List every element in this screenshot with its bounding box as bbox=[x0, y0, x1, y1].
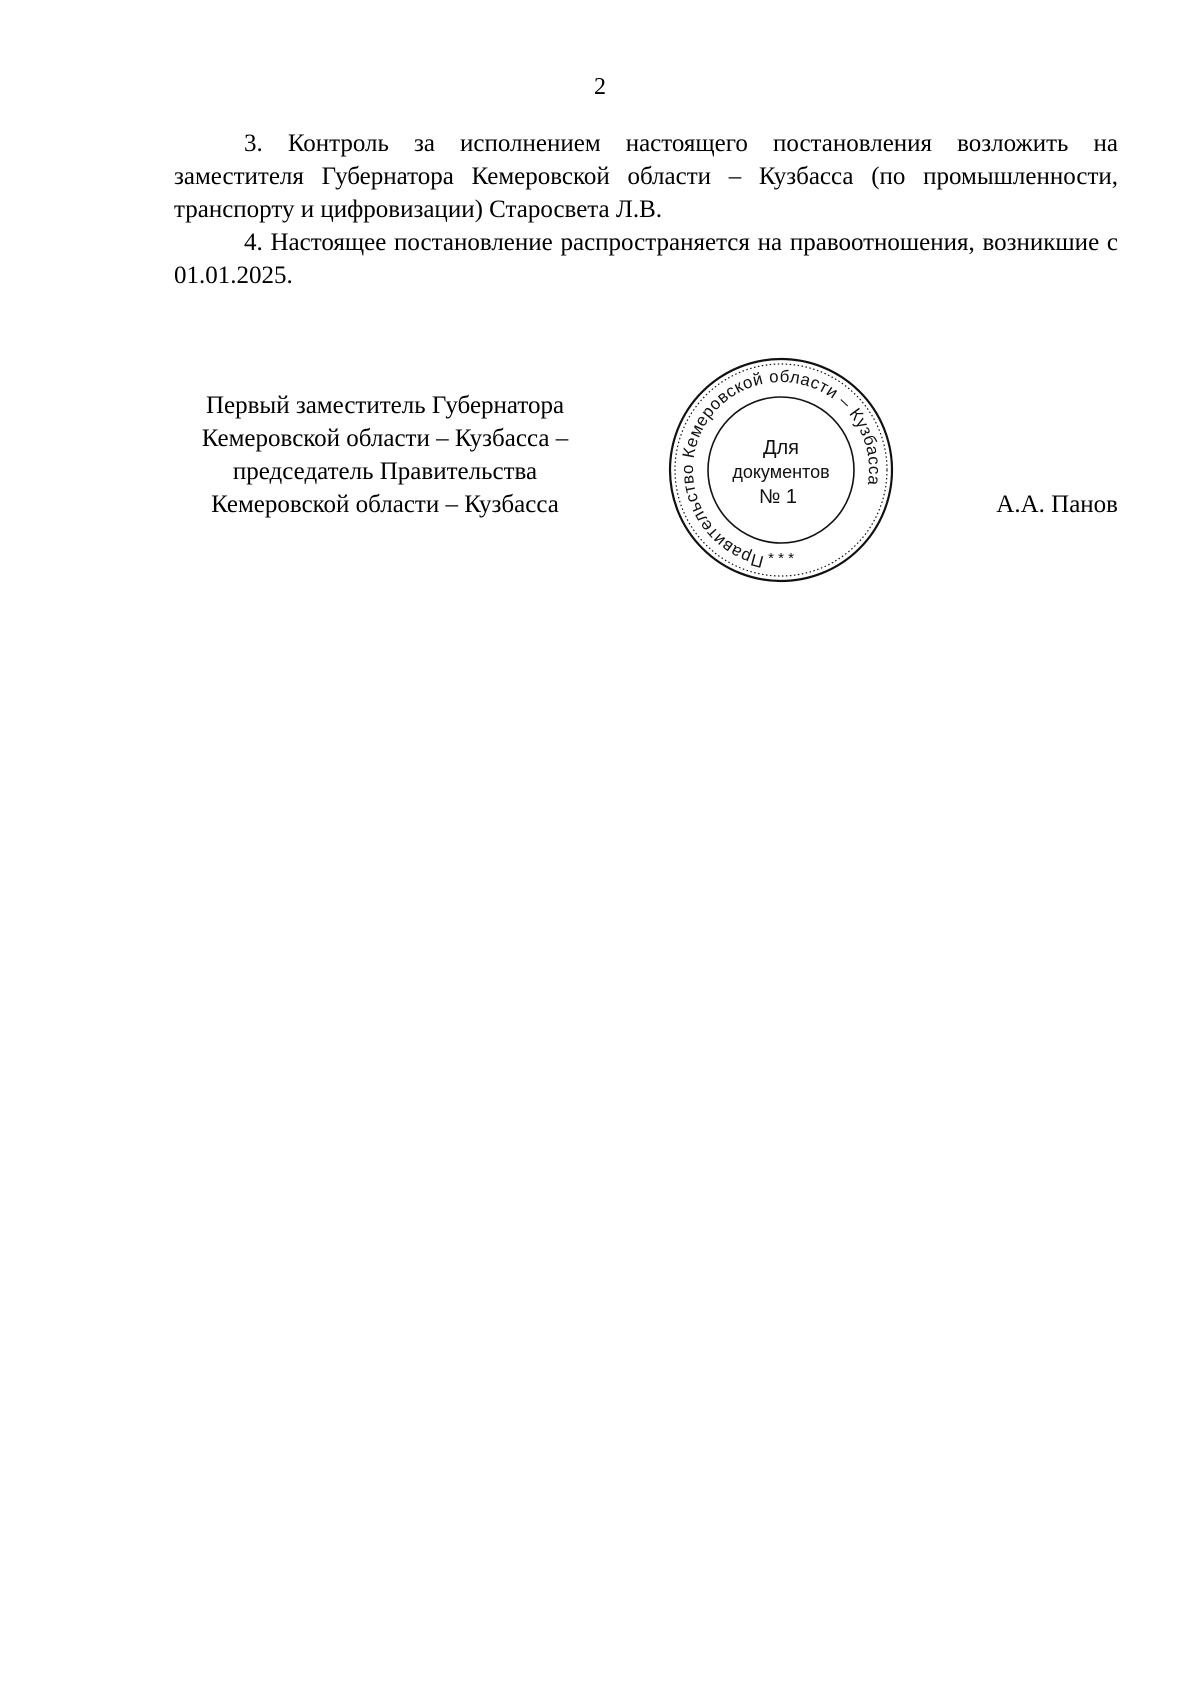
seal-center-line: № 1 bbox=[758, 486, 798, 508]
paragraph-3: 3. Контроль за исполнением настоящего постановления возложить на заместителя Губернатора Кемеровской области – Кузбасса (по промышленности, транспорту и цифровизации) Старосвета Л.В. bbox=[174, 130, 1118, 223]
signatory-title-line: Кемеровской области – Кузбасса – bbox=[201, 425, 569, 452]
seal-graphic bbox=[666, 355, 896, 585]
paragraph-4: 4. Настоящее постановление распространяется на правоотношения, возникшие с 01.01.2025. bbox=[174, 229, 1118, 289]
seal-stars: * * * bbox=[768, 550, 794, 567]
signatory-name: А.А. Панов bbox=[996, 491, 1118, 518]
signatory-title-line: председатель Правительства bbox=[232, 458, 538, 485]
seal-ring-text: Правительство Кемеровской области – Кузбасса bbox=[677, 366, 885, 572]
signatory-title-line: Первый заместитель Губернатора bbox=[205, 392, 565, 419]
page-number: 2 bbox=[594, 74, 606, 100]
seal-center-line: документов bbox=[732, 462, 830, 482]
document-body bbox=[174, 127, 1118, 292]
signatory-title-line: Кемеровской области – Кузбасса bbox=[211, 491, 559, 518]
seal-center-line: Для bbox=[762, 437, 800, 459]
official-seal-stamp bbox=[666, 355, 896, 585]
signatory-title bbox=[160, 389, 610, 521]
